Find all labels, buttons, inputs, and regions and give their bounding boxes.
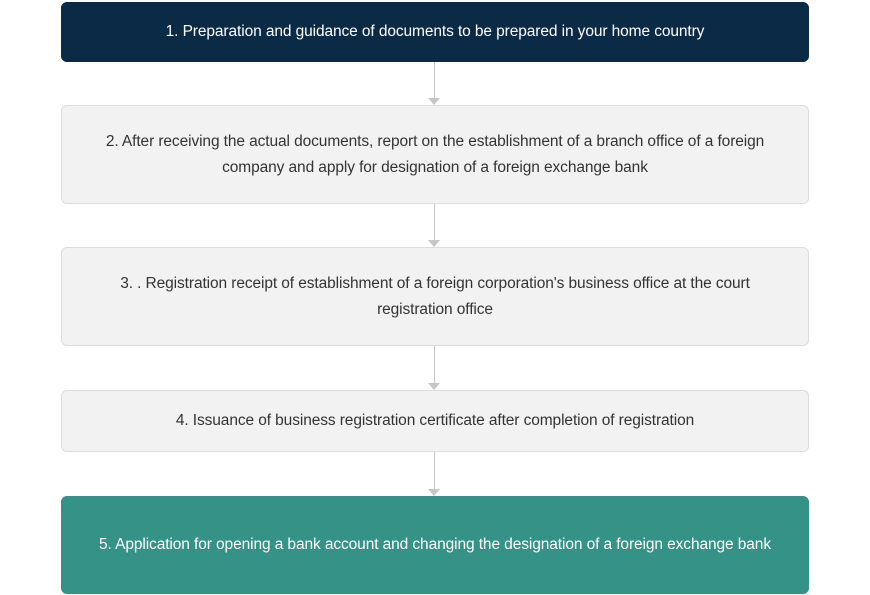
flow-step-2-label: 2. After receiving the actual documents, report on the establishment of a branch office of a foreign company and apply for designation of a foreign exchange bank xyxy=(105,133,765,176)
down-arrow-icon-1 xyxy=(428,98,440,105)
flow-step-1 xyxy=(61,2,809,62)
flow-step-1-label: 1. Preparation and guidance of documents to be prepared in your home country xyxy=(165,23,705,41)
connector-line-3-4 xyxy=(434,346,435,384)
down-arrow-icon-2 xyxy=(428,240,440,247)
connector-line-2-3 xyxy=(434,204,435,241)
flow-step-5 xyxy=(61,496,809,594)
flow-step-4-label: 4. Issuance of business registration certificate after completion of registration xyxy=(175,412,695,430)
connector-line-4-5 xyxy=(434,452,435,490)
connector-line-1-2 xyxy=(434,62,435,99)
flow-step-3-label: 3. . Registration receipt of establishment of a foreign corporation's business office at the court registration office xyxy=(120,275,750,318)
flow-step-2 xyxy=(61,105,809,204)
down-arrow-icon-4 xyxy=(428,489,440,496)
flow-step-4 xyxy=(61,390,809,452)
flow-step-5-label: 5. Application for opening a bank account and changing the designation of a foreign exchange bank xyxy=(99,536,771,554)
down-arrow-icon-3 xyxy=(428,383,440,390)
flow-step-3 xyxy=(61,247,809,346)
